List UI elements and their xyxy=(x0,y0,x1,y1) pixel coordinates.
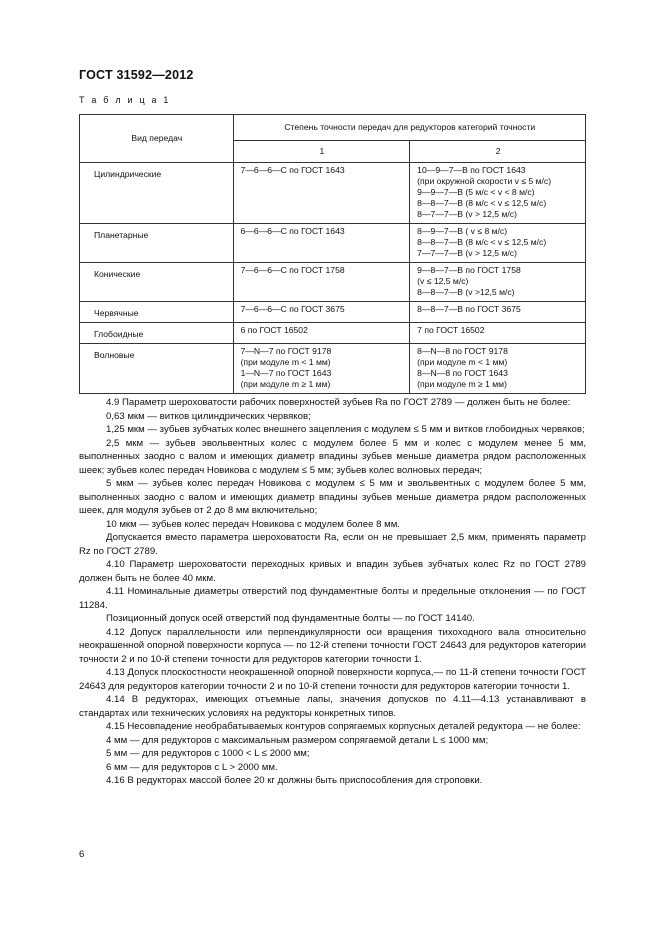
cell-line: 7 по ГОСТ 16502 xyxy=(417,325,485,335)
page-number: 6 xyxy=(79,849,85,860)
cell-line: 8—8—7—B (v >12,5 м/с) xyxy=(417,287,515,297)
cell-line: 6—6—6—C по ГОСТ 1643 xyxy=(240,226,345,236)
cell-line: 7—6—6—C по ГОСТ 3675 xyxy=(240,304,345,314)
category-1-cell xyxy=(233,224,410,263)
document-code: ГОСТ 31592—2012 xyxy=(79,68,194,82)
cell-line: (при модуле m < 1 мм) xyxy=(240,357,331,367)
category-1-cell xyxy=(233,263,410,302)
col-header-accuracy: Степень точности передач для редукторов категорий точности xyxy=(233,115,585,141)
cell-line: 1—N—7 по ГОСТ 1643 xyxy=(240,368,332,378)
gear-type-cell: Планетарные xyxy=(80,224,234,263)
cell-line: 8—8—7—B (8 м/с < v ≤ 12,5 м/с) xyxy=(417,237,547,247)
clause-4-13: 4.13 Допуск плоскостности неокрашенной опорной поверхности корпуса,— по 11-й степени точности ГОСТ 24643 для редукторов категории точности 2 и по 10-й степени точности для редукторов категории точности 1. xyxy=(79,667,586,692)
gear-type-cell: Конические xyxy=(80,263,234,302)
table-row xyxy=(80,163,586,224)
table-caption: Т а б л и ц а 1 xyxy=(79,95,171,105)
cell-line: 8—9—7—B ( v ≤ 8 м/с) xyxy=(417,226,508,236)
cell-line: 6 по ГОСТ 16502 xyxy=(240,325,308,335)
category-2-cell xyxy=(410,323,586,344)
gear-type-cell: Глобоидные xyxy=(80,323,234,344)
category-2-cell xyxy=(410,163,586,224)
cell-line: 9—8—7—B по ГОСТ 1758 xyxy=(417,265,521,275)
cell-line: 8—7—7—B (v > 12,5 м/с) xyxy=(417,209,517,219)
cell-line: 10—9—7—B по ГОСТ 1643 xyxy=(417,165,526,175)
table-row xyxy=(80,302,586,323)
col-header-cat2: 2 xyxy=(410,141,586,163)
cell-line: 7—7—7—B (v > 12,5 м/с) xyxy=(417,248,517,258)
col-header-cat1: 1 xyxy=(233,141,410,163)
cell-line: 8—8—7—B (8 м/с < v ≤ 12,5 м/с) xyxy=(417,198,547,208)
clause-4-10: 4.10 Параметр шероховатости переходных кривых и впадин зубьев зубчатых колес Rz по ГОСТ 2789 должен быть не более 40 мкм. xyxy=(79,559,586,584)
gear-type-cell: Червячные xyxy=(80,302,234,323)
category-2-cell xyxy=(410,263,586,302)
cell-line: 8—N—8 по ГОСТ 9178 xyxy=(417,346,508,356)
cell-line: 7—N—7 по ГОСТ 9178 xyxy=(240,346,332,356)
clause-4-12: 4.12 Допуск параллельности или перпендикулярности оси вращения тихоходного вала относительно неокрашенной опорной поверхности корпуса — по 12-й степени точности ГОСТ 24643 для редукторов категории точности 2 и по 10-й степени точности для редукторов категории точности 1. xyxy=(79,626,586,665)
table-row xyxy=(80,344,586,394)
gear-type-cell: Цилиндрические xyxy=(80,163,234,224)
cell-line: 9—9—7—B (5 м/с < v < 8 м/с) xyxy=(417,187,535,197)
category-1-cell xyxy=(233,344,410,394)
category-1-cell xyxy=(233,323,410,344)
gear-accuracy-table xyxy=(79,114,586,394)
cell-line: (при модуле m ≥ 1 мм) xyxy=(240,379,331,389)
table-row xyxy=(80,224,586,263)
table-row xyxy=(80,263,586,302)
col-header-type: Вид передач xyxy=(80,115,234,163)
gear-type-cell: Волновые xyxy=(80,344,234,394)
cell-line: 7—6—6—C по ГОСТ 1758 xyxy=(240,265,345,275)
category-2-cell xyxy=(410,344,586,394)
clause-4-16: 4.16 В редукторах массой более 20 кг должны быть приспособления для строповки. xyxy=(106,775,483,786)
cell-line: (v ≤ 12,5 м/с) xyxy=(417,276,469,286)
cell-line: 7—6—6—C по ГОСТ 1643 xyxy=(240,165,345,175)
category-2-cell xyxy=(410,224,586,263)
cell-line: (при окружной скорости v ≤ 5 м/с) xyxy=(417,176,552,186)
clause-4-15: 4.15 Несовпадение необрабатываемых контуров сопрягаемых корпусных деталей редуктора — не более: xyxy=(106,721,581,732)
clause-4-9: 4.9 Параметр шероховатости рабочих поверхностей зубьев Ra по ГОСТ 2789 — должен быть не более: 0,63 мкм — витков цилиндрических червяков; 1,25 мкм — зубьев зубчатых колес внешнего зацепления с модулем ≤ 5 мм и витков глобоидных червяков; 2,5 мкм — зубьев эвольвентных колес с модулем более 5 мм и колес с модулем менее 5 мм, выполненных заодно с валом и имеющих диаметр впадины зубьев меньше диаметра рядом расположенных шеек; зубьев колес передач Новикова с модулем ≤ 5 мм; зубьев колес волновых передач; 5 мкм — зубьев колес передач Новикова с модулем ≤ 5 мм и эвольвентных с модулем более 5 мм, выполненных заодно с валом и имеющих диаметр впадины зубьев меньше диаметра рядом расположенных шеек, для модуля зубьев от 2 до 8 мм включительно; 10 мкм — зубьев колес передач Новикова с модулем более 8 мм. Допускается вместо параметра шероховатости Ra, если он не превышает 2,5 мкм, применять параметр Rz по ГОСТ 2789. 4.10 Параметр шероховатости переходных кривых и впадин зубьев зубчатых колес Rz по ГОСТ 2789 должен быть не более 40 мкм. 4.11 Номинальные диаметры отверстий под фундаментные болты и предельные отклонения — по ГОСТ 11284. Позиционный допуск осей отверстий под фундаментные болты — по ГОСТ 14140. 4.12 Допуск параллельности или перпендикулярности оси вращения тихоходного вала относительно неокрашенной опорной поверхности корпуса — по 12-й степени точности ГОСТ 24643 для редукторов категории точности 2 и по 10-й степени точности для редукторов категории точности 1. 4.13 Допуск плоскостности неокрашенной опорной поверхности корпуса,— по 11-й степени точности ГОСТ 24643 для редукторов категории точности 2 и по 10-й степени точности для редукторов категории точности 1. 4.14 В редукторах, имеющих отъемные лапы, значения допусков по 4.11—4.13 устанавливают в стандартах или технических условиях на редукторы конкретных типов. 4.15 Несовпадение необрабатываемых контуров сопрягаемых корпусных деталей редуктора — не более: 4 мм — для редукторов с максимальным размером сопрягаемой детали L ≤ 1000 мм; 5 мм — для редукторов с 1000 < L ≤ 2000 мм; 6 мм — для редукторов с L > 2000 мм. 4.16 В редукторах массой более 20 кг должны быть приспособления для строповки. xyxy=(79,397,586,786)
category-1-cell xyxy=(233,302,410,323)
cell-line: 8—8—7—B по ГОСТ 3675 xyxy=(417,304,521,314)
cell-line: (при модуле m < 1 мм) xyxy=(417,357,508,367)
table-row xyxy=(80,323,586,344)
cell-line: (при модуле m ≥ 1 мм) xyxy=(417,379,507,389)
category-1-cell xyxy=(233,163,410,224)
clause-4-11: 4.11 Номинальные диаметры отверстий под фундаментные болты и предельные отклонения — по ГОСТ 11284. xyxy=(79,586,586,611)
cell-line: 8—N—8 по ГОСТ 1643 xyxy=(417,368,508,378)
clause-4-14: 4.14 В редукторах, имеющих отъемные лапы, значения допусков по 4.11—4.13 устанавливают в стандартах или технических условиях на редукторы конкретных типов. xyxy=(79,694,586,719)
category-2-cell xyxy=(410,302,586,323)
